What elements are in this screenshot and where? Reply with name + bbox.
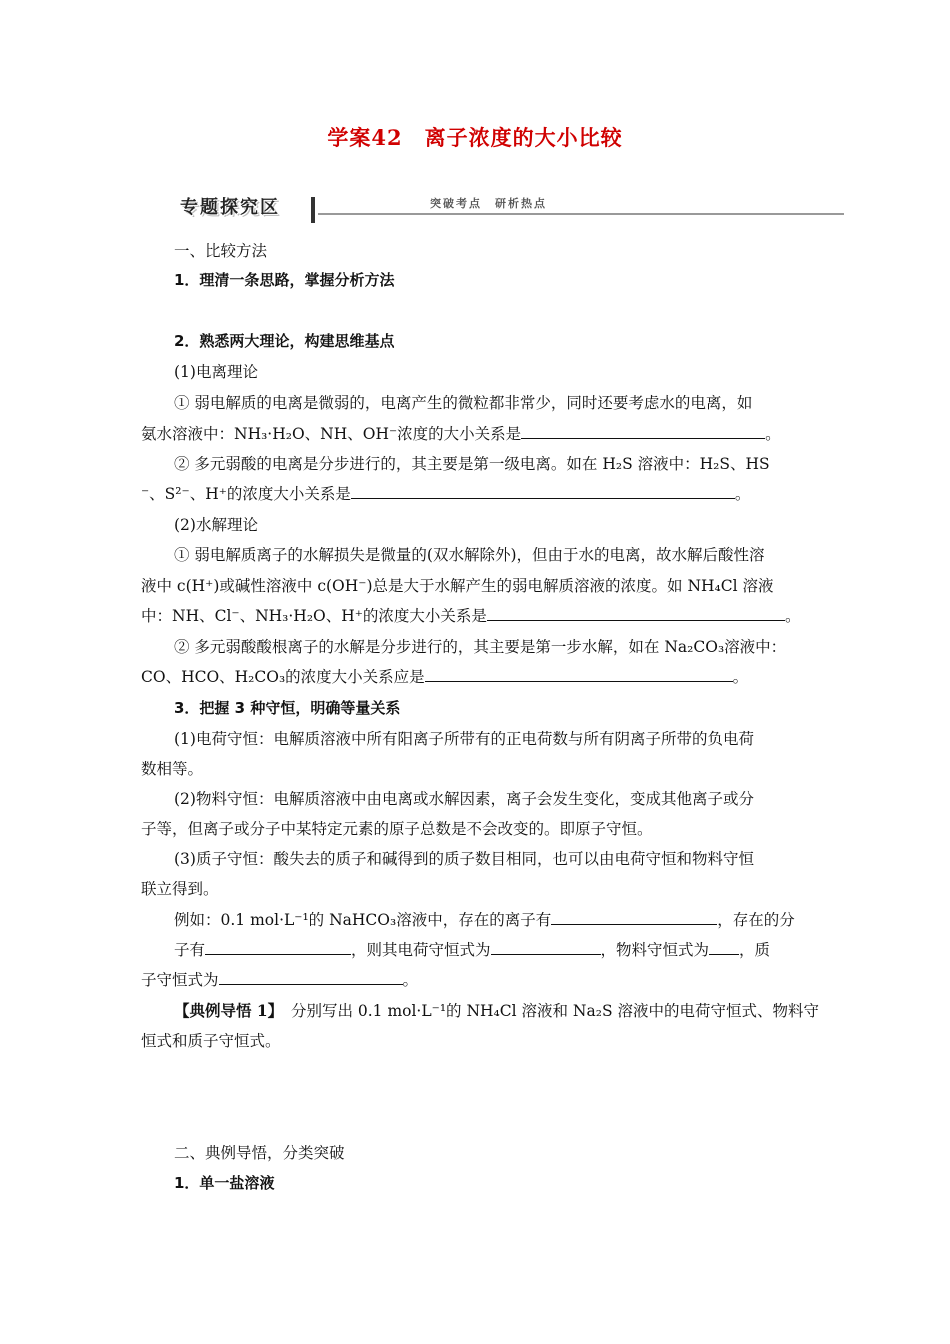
paragraph-line: 子等，但离子或分子中某特定元素的原子总数是不会改变的。即原子守恒。 xyxy=(141,820,653,838)
ionization-theory-heading: (1)电离理论 xyxy=(174,363,258,381)
paragraph-line: 联立得到。 xyxy=(141,880,219,898)
banner-rule xyxy=(318,213,844,215)
subheading-1: 1．理清一条思路，掌握分析方法 xyxy=(174,271,395,289)
paragraph-line: (2)物料守恒：电解质溶液中由电离或水解因素，离子会发生变化，变成其他离子或分 xyxy=(174,790,754,808)
paragraph-line: (3)质子守恒：酸失去的质子和碱得到的质子数目相同，也可以由电荷守恒和物料守恒 xyxy=(174,850,754,868)
paragraph-line: ① 弱电解质离子的水解损失是微量的(双水解除外)，但由于水的电离，故水解后酸性溶 xyxy=(174,546,765,564)
paragraph-line: 液中 c(H⁺)或碱性溶液中 c(OH⁻)总是大于水解产生的弱电解质溶液的浓度。如 NH₄Cl 溶液 xyxy=(141,577,774,595)
paragraph-line: 氨水溶液中：NH₃·H₂O、NH、OH⁻浓度的大小关系是 。 xyxy=(141,425,781,443)
answer-blank[interactable] xyxy=(425,667,733,682)
answer-blank[interactable] xyxy=(551,910,717,925)
answer-blank[interactable] xyxy=(351,484,735,499)
paragraph-line: ① 弱电解质的电离是微弱的，电离产生的微粒都非常少，同时还要考虑水的电离，如 xyxy=(174,394,753,412)
banner-divider xyxy=(311,197,315,223)
paragraph-line: 子有 ，则其电荷守恒式为 ，物料守恒式为 ，质 xyxy=(174,941,771,959)
example-problem-1: 【典例导悟 1】 分别写出 0.1 mol·L⁻¹的 NH₄Cl 溶液和 Na₂S 溶液中的电荷守恒式、物料守 xyxy=(174,1001,819,1020)
paragraph-line: ② 多元弱酸酸根离子的水解是分步进行的，其主要是第一步水解，如在 Na₂CO₃溶液中： xyxy=(174,638,787,656)
document-title: 学案42 离子浓度的大小比较 xyxy=(327,125,623,150)
banner-subtitle: 突破考点 研析热点 xyxy=(430,197,547,210)
paragraph-line: 子守恒式为 。 xyxy=(141,971,419,989)
paragraph-line: (1)电荷守恒：电解质溶液中所有阳离子所带有的正电荷数与所有阴离子所带的负电荷 xyxy=(174,730,754,748)
paragraph-line: ⁻、S²⁻、H⁺的浓度大小关系是 。 xyxy=(141,485,751,503)
answer-blank[interactable] xyxy=(491,940,601,955)
section-banner xyxy=(172,193,844,227)
banner-label: 专题探究区 xyxy=(180,197,280,218)
heading-compare-methods: 一、比较方法 xyxy=(174,242,268,260)
answer-blank[interactable] xyxy=(521,424,765,439)
answer-blank[interactable] xyxy=(709,940,739,955)
subheading-2: 2．熟悉两大理论，构建思维基点 xyxy=(174,332,395,350)
paragraph-line: ② 多元弱酸的电离是分步进行的，其主要是第一级电离。如在 H₂S 溶液中：H₂S、HS xyxy=(174,455,770,473)
answer-blank[interactable] xyxy=(487,606,785,621)
subheading-3: 3．把握 3 种守恒，明确等量关系 xyxy=(174,699,401,717)
paragraph-line: 例如：0.1 mol·L⁻¹的 NaHCO₃溶液中，存在的离子有 ，存在的分 xyxy=(174,911,795,929)
subheading-single-salt: 1．单一盐溶液 xyxy=(174,1174,275,1192)
hydrolysis-theory-heading: (2)水解理论 xyxy=(174,516,258,534)
paragraph-line: 恒式和质子守恒式。 xyxy=(141,1032,281,1050)
paragraph-line: 中：NH、Cl⁻、NH₃·H₂O、H⁺的浓度大小关系是 。 xyxy=(141,607,801,625)
heading-examples: 二、典例导悟，分类突破 xyxy=(174,1144,345,1162)
answer-blank[interactable] xyxy=(205,940,351,955)
answer-blank[interactable] xyxy=(219,970,403,985)
paragraph-line: 数相等。 xyxy=(141,760,204,778)
paragraph-line: CO、HCO、H₂CO₃的浓度大小关系应是 。 xyxy=(141,668,749,686)
